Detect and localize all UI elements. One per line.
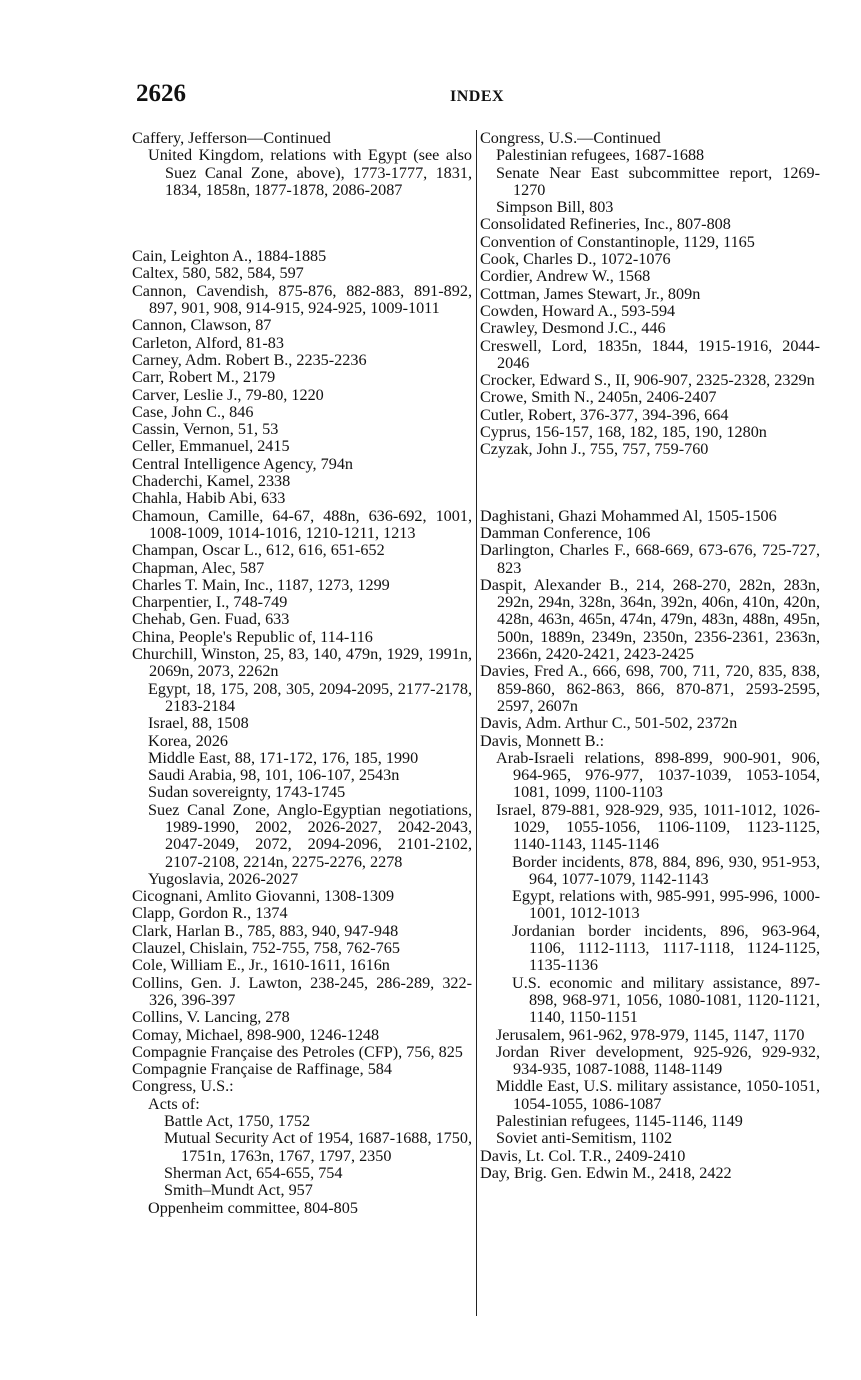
index-entry: Cole, William E., Jr., 1610-1611, 1616n <box>132 956 390 975</box>
index-entry: Palestinian refugees, 1687-1688 <box>496 146 705 165</box>
index-entry: Chahla, Habib Abi, 633 <box>132 489 286 508</box>
index-entry: U.S. economic and military assistance, 897-898, 968-971, 1056, 1080-1081, 1120-1121, 1140, 1150-1151 <box>512 973 820 1027</box>
index-entry: Cottman, James Stewart, Jr., 809n <box>480 284 701 303</box>
index-entry: Collins, Gen. J. Lawton, 238-245, 286-289, 322-326, 396-397 <box>132 973 472 1009</box>
index-entry: Cain, Leighton A., 1884-1885 <box>132 247 327 266</box>
index-entry: Chamoun, Camille, 64-67, 488n, 636-692, 1001, 1008-1009, 1014-1016, 1210-1211, 1213 <box>132 506 472 542</box>
index-entry: Saudi Arabia, 98, 101, 106-107, 2543n <box>148 766 400 785</box>
page-number: 2626 <box>136 80 186 107</box>
index-entry: Israel, 879-881, 928-929, 935, 1011-1012, 1026-1029, 1055-1056, 1106-1109, 1123-1125, 1140-1143, 1145-1146 <box>496 800 820 854</box>
index-entry: Compagnie Française des Petroles (CFP), 756, 825 <box>132 1042 463 1061</box>
index-entry: Comay, Michael, 898-900, 1246-1248 <box>132 1025 380 1044</box>
index-column-left <box>132 130 472 1217</box>
index-entry: Jordan River development, 925-926, 929-932, 934-935, 1087-1088, 1148-1149 <box>496 1042 820 1079</box>
index-entry: Case, John C., 846 <box>132 402 254 421</box>
index-entry: Consolidated Refineries, Inc., 807-808 <box>480 215 731 234</box>
index-entry: Jerusalem, 961-962, 978-979, 1145, 1147, 1170 <box>496 1025 805 1044</box>
index-entry: Smith–Mundt Act, 957 <box>164 1181 313 1200</box>
index-entry: Caltex, 580, 582, 584, 597 <box>132 264 304 283</box>
index-entry: Davies, Fred A., 666, 698, 700, 711, 720, 835, 838, 859-860, 862-863, 866, 870-871, 2593-2595, 2597, 2607n <box>480 662 820 715</box>
index-entry: Compagnie Française de Raffinage, 584 <box>132 1060 392 1079</box>
index-entry: China, People's Republic of, 114-116 <box>132 627 373 646</box>
index-entry: Chehab, Gen. Fuad, 633 <box>132 610 290 629</box>
index-entry: Davis, Adm. Arthur C., 501-502, 2372n <box>480 714 738 733</box>
index-column-right <box>480 130 820 1182</box>
index-entry: Simpson Bill, 803 <box>496 198 614 217</box>
index-entry: Egypt, 18, 175, 208, 305, 2094-2095, 2177-2178, 2183-2184 <box>148 679 472 715</box>
index-entry: Charles T. Main, Inc., 1187, 1273, 1299 <box>132 575 390 594</box>
index-entry: Mutual Security Act of 1954, 1687-1688, 1750, 1751n, 1763n, 1767, 1797, 2350 <box>164 1129 472 1165</box>
index-entry: Darlington, Charles F., 668-669, 673-676, 725-727, 823 <box>480 541 820 577</box>
index-letter-gap <box>480 475 820 492</box>
index-entry: Crocker, Edward S., II, 906-907, 2325-2328, 2329n <box>480 371 815 390</box>
index-entry: Clauzel, Chislain, 752-755, 758, 762-765 <box>132 939 400 958</box>
index-entry: Churchill, Winston, 25, 83, 140, 479n, 1929, 1991n, 2069n, 2073, 2262n <box>132 645 472 681</box>
index-entry: Palestinian refugees, 1145-1146, 1149 <box>496 1112 743 1131</box>
index-entry: Cannon, Cavendish, 875-876, 882-883, 891-892, 897, 901, 908, 914-915, 924-925, 1009-1011 <box>132 281 472 318</box>
index-entry: Oppenheim committee, 804-805 <box>148 1198 358 1217</box>
page-title: INDEX <box>450 88 505 105</box>
index-entry: Crawley, Desmond J.C., 446 <box>480 319 666 338</box>
index-entry: Chaderchi, Kamel, 2338 <box>132 472 291 491</box>
index-entry: Middle East, U.S. military assistance, 1050-1051, 1054-1055, 1086-1087 <box>496 1077 820 1113</box>
index-entry: Soviet anti-Semitism, 1102 <box>496 1129 673 1148</box>
index-entry: United Kingdom, relations with Egypt (see also Suez Canal Zone, above), 1773-1777, 1831, 1834, 1858n, 1877-1878, 2086-2087 <box>148 146 472 199</box>
index-entry: Middle East, 88, 171-172, 176, 185, 1990 <box>148 748 419 767</box>
index-entry: Jordanian border incidents, 896, 963-964, 1106, 1112-1113, 1117-1118, 1124-1125, 1135-1136 <box>512 921 820 975</box>
index-entry: Acts of: <box>148 1094 200 1113</box>
index-entry: Cowden, Howard A., 593-594 <box>480 301 676 320</box>
index-entry: Yugoslavia, 2026-2027 <box>148 869 299 888</box>
index-entry: Cyprus, 156-157, 168, 182, 185, 190, 1280n <box>480 423 767 442</box>
index-entry: Carleton, Alford, 81-83 <box>132 333 284 352</box>
index-entry: Cordier, Andrew W., 1568 <box>480 267 651 286</box>
index-entry: Caffery, Jefferson—Continued <box>132 129 331 147</box>
index-entry: Cutler, Robert, 376-377, 394-396, 664 <box>480 405 729 424</box>
index-letter-gap <box>132 215 472 232</box>
index-entry: Arab-Israeli relations, 898-899, 900-901, 906, 964-965, 976-977, 1037-1039, 1053-1054, 1081, 1099, 1100-1103 <box>496 748 820 802</box>
index-entry: Convention of Constantinople, 1129, 1165 <box>480 232 755 251</box>
index-entry: Suez Canal Zone, Anglo-Egyptian negotiations, 1989-1990, 2002, 2026-2027, 2042-2043, 2047-2049, 2072, 2094-2096, 2101-2102, 2107-2108, 2214n, 2275-2276, 2278 <box>148 800 472 871</box>
index-entry: Clapp, Gordon R., 1374 <box>132 904 288 923</box>
index-entry: Cicognani, Amlito Giovanni, 1308-1309 <box>132 887 395 906</box>
index-entry: Congress, U.S.: <box>132 1077 234 1096</box>
index-entry: Congress, U.S.—Continued <box>480 129 661 147</box>
index-entry: Day, Brig. Gen. Edwin M., 2418, 2422 <box>480 1163 732 1182</box>
index-entry: Daghistani, Ghazi Mohammed Al, 1505-1506 <box>480 506 777 525</box>
index-entry: Carver, Leslie J., 79-80, 1220 <box>132 385 324 404</box>
index-entry: Clark, Harlan B., 785, 883, 940, 947-948 <box>132 921 399 940</box>
index-entry: Carr, Robert M., 2179 <box>132 368 276 387</box>
index-entry: Collins, V. Lancing, 278 <box>132 1008 290 1027</box>
index-entry: Champan, Oscar L., 612, 616, 651-652 <box>132 541 385 560</box>
index-entry: Damman Conference, 106 <box>480 523 651 542</box>
index-entry: Sherman Act, 654-655, 754 <box>164 1163 343 1182</box>
index-entry: Central Intelligence Agency, 794n <box>132 454 354 473</box>
index-entry: Carney, Adm. Robert B., 2235-2236 <box>132 350 367 369</box>
index-entry: Davis, Lt. Col. T.R., 2409-2410 <box>480 1146 686 1165</box>
index-entry: Senate Near East subcommittee report, 1269-1270 <box>496 163 820 199</box>
index-entry: Creswell, Lord, 1835n, 1844, 1915-1916, 2044-2046 <box>480 336 820 372</box>
index-entry: Korea, 2026 <box>148 731 229 750</box>
index-entry: Cassin, Vernon, 51, 53 <box>132 420 279 439</box>
index-entry: Crowe, Smith N., 2405n, 2406-2407 <box>480 388 717 407</box>
index-entry: Czyzak, John J., 755, 757, 759-760 <box>480 440 709 459</box>
column-divider <box>476 130 477 1316</box>
index-entry: Davis, Monnett B.: <box>480 731 605 750</box>
index-entry: Border incidents, 878, 884, 896, 930, 951-953, 964, 1077-1079, 1142-1143 <box>512 852 820 888</box>
index-entry: Cook, Charles D., 1072-1076 <box>480 250 671 269</box>
index-entry: Israel, 88, 1508 <box>148 714 249 733</box>
index-entry: Egypt, relations with, 985-991, 995-996, 1000-1001, 1012-1013 <box>512 887 820 923</box>
index-entry: Sudan sovereignty, 1743-1745 <box>148 783 346 802</box>
index-entry: Daspit, Alexander B., 214, 268-270, 282n, 283n, 292n, 294n, 328n, 364n, 392n, 406n, 410n, 420n, 428n, 463n, 465n, 474n, 479n, 483n, 488n, 495n, 500n, 1889n, 2349n, 2350n, 2356-2361, 2363n, 2366n, 2420-2421, 2423-2425 <box>480 575 820 664</box>
index-entry: Charpentier, I., 748-749 <box>132 593 288 612</box>
index-entry: Cannon, Clawson, 87 <box>132 316 272 335</box>
index-entry: Chapman, Alec, 587 <box>132 558 265 577</box>
index-entry: Battle Act, 1750, 1752 <box>164 1112 311 1131</box>
index-entry: Celler, Emmanuel, 2415 <box>132 437 290 456</box>
